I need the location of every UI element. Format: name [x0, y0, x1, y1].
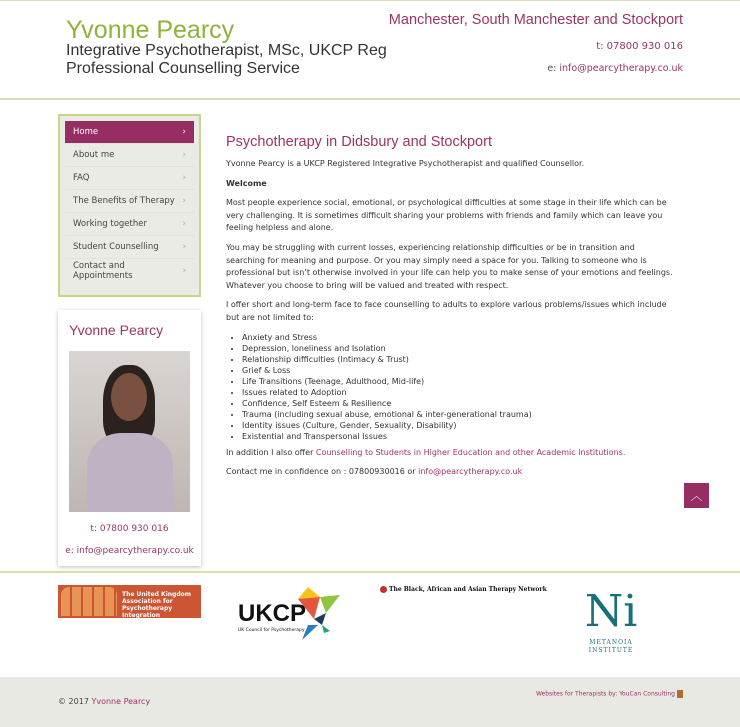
nav-label: Working together	[73, 219, 147, 229]
list-item: • Trauma (including sexual abuse, emotional & inter-generational trauma)	[242, 409, 676, 420]
nav-item-home[interactable]	[65, 121, 194, 144]
chevron-right-icon: ›	[182, 219, 186, 229]
chevron-right-icon: ›	[182, 150, 186, 160]
contact-text: Contact me in confidence on : 07800930016 or	[226, 467, 419, 477]
paragraph-1: Most people experience social, emotional, or psychological difficulties at some stage in their life which can be very challenging. It is sometimes difficult sharing your problems with friends and family which can leave you feeling helpless and alone.	[226, 198, 667, 233]
header-email[interactable]	[547, 63, 683, 74]
issues-list	[242, 332, 676, 442]
copyright	[58, 697, 150, 706]
nav-label: FAQ	[73, 173, 90, 183]
chevron-right-icon: ›	[182, 173, 186, 183]
nav-item-benefits[interactable]	[65, 190, 194, 213]
ukapi-logo[interactable]	[58, 585, 201, 618]
nav-label: The Benefits of Therapy	[73, 196, 175, 206]
page-title: Psychotherapy in Didsbury and Stockport	[226, 134, 492, 150]
paragraph-2: You may be struggling with current losses, experiencing relationship difficulties or be in transition and searching for meaning and purpose. Or you may simply need a space for you. Talking to someone who is professional but isn’t otherwise involved in your life can help you to make sense of your emotions and feelings. Whatever you choose to bring will be valued and treated with respect.	[226, 242, 673, 290]
list-item: • Anxiety and Stress	[242, 332, 676, 343]
nav-label: Student Counselling	[73, 242, 159, 252]
list-item: • Life Transitions (Teenage, Adulthood, Mid-life)	[242, 376, 676, 387]
chevron-right-icon: ›	[182, 242, 186, 252]
email-label: e:	[547, 63, 560, 74]
metanoia-text-1: METANOIA	[589, 639, 633, 646]
profile-card	[58, 310, 201, 566]
header-email-link[interactable]: info@pearcytherapy.co.uk	[559, 63, 683, 74]
ukapi-logo-text: The United Kingdom Association for Psychotherapy Integration	[122, 591, 191, 619]
welcome-heading: Welcome	[226, 178, 267, 188]
header-phone[interactable]: t: 07800 930 016	[596, 41, 683, 52]
footer-owner-link[interactable]: Yvonne Pearcy	[91, 697, 151, 706]
list-item: • Depression, loneliness and Isolation	[242, 343, 676, 354]
site-title[interactable]: Yvonne Pearcy	[66, 16, 235, 44]
copyright-text: © 2017	[58, 697, 92, 706]
baatn-logo[interactable]	[380, 586, 547, 593]
butterfly-icon	[677, 690, 683, 698]
profile-email[interactable]: e: info@pearcytherapy.co.uk	[65, 546, 194, 556]
top-border	[0, 0, 740, 1]
list-item: • Existential and Transpersonal Issues	[242, 431, 676, 442]
metanoia-mark: Ni	[584, 586, 638, 637]
list-item: • Relationship difficulties (Intimacy & Trust)	[242, 354, 676, 365]
chevron-right-icon: ›	[182, 265, 186, 276]
baatn-icon	[380, 586, 387, 593]
list-item: • Identity issues (Culture, Gender, Sexuality, Disability)	[242, 420, 676, 431]
nav-label: Home	[73, 127, 99, 137]
site-tagline: Professional Counselling Service	[66, 60, 300, 77]
baatn-logo-text: The Black, African and Asian Therapy Network	[389, 586, 547, 593]
profile-title: Yvonne Pearcy	[69, 322, 164, 338]
sidebar-nav	[58, 114, 201, 297]
ukcp-logo[interactable]	[238, 585, 343, 640]
region-text: Manchester, South Manchester and Stockport	[388, 12, 683, 28]
ukcp-logo-subtext: UK Council for Psychotherapy	[238, 628, 305, 633]
chevron-right-icon: ›	[182, 127, 186, 137]
nav-label: About me	[73, 150, 115, 160]
chevron-up-icon: ︿	[690, 489, 703, 503]
intro-text: Yvonne Pearcy is a UKCP Registered Integrative Psychotherapist and qualified Counsellor.	[226, 159, 585, 168]
list-item: • Confidence, Self Esteem & Resilience	[242, 398, 676, 409]
student-counselling-link[interactable]: Counselling to Students in Higher Education and other Academic Institutions.	[315, 447, 626, 457]
credit-link[interactable]	[536, 690, 683, 698]
addition-text: In addition I also offer	[226, 447, 316, 457]
back-to-top-button[interactable]	[684, 483, 709, 508]
metanoia-text-2: INSTITUTE	[588, 647, 634, 654]
nav-item-student-counselling[interactable]	[65, 236, 194, 259]
contact-email-link[interactable]: info@pearcytherapy.co.uk	[418, 467, 523, 477]
nav-item-faq[interactable]	[65, 167, 194, 190]
profile-phone[interactable]: t: 07800 930 016	[90, 524, 169, 534]
main-content	[226, 133, 676, 486]
ukcp-logo-text: UKCP	[238, 600, 307, 627]
nav-label: Contact and Appointments	[73, 260, 133, 281]
list-item: • Grief & Loss	[242, 365, 676, 376]
list-item: • Issues related to Adoption	[242, 387, 676, 398]
footer-divider	[0, 571, 740, 573]
paragraph-3: I offer short and long-term face to face counselling to adults to explore various problems/issues which include but are not limited to:	[226, 300, 667, 322]
nav-item-contact[interactable]	[65, 259, 194, 282]
nav-item-working-together[interactable]	[65, 213, 194, 236]
site-subtitle: Integrative Psychotherapist, MSc, UKCP Reg	[66, 42, 387, 59]
nav-item-about-me[interactable]	[65, 144, 194, 167]
credit-text: Websites for Therapists by: YouCan Consulting	[535, 690, 675, 698]
metanoia-logo[interactable]	[583, 585, 639, 655]
header-divider	[0, 98, 740, 100]
profile-photo	[69, 351, 190, 512]
chevron-right-icon: ›	[182, 196, 186, 206]
